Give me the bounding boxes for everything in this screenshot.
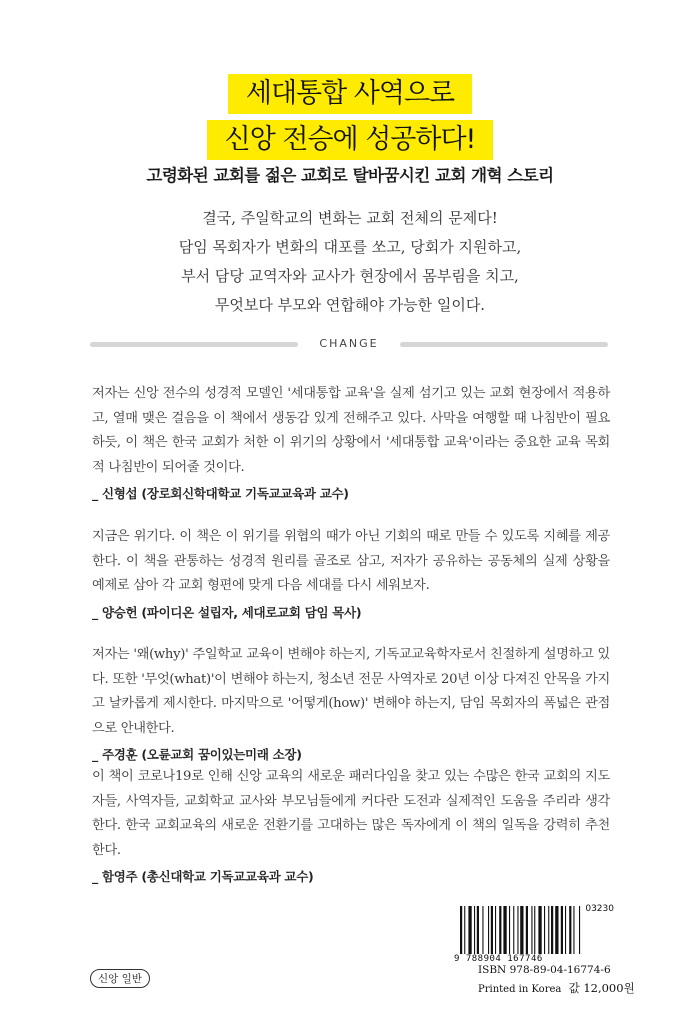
category-badge: 신앙 일반 [90,969,150,988]
review-author: _ 주경훈 (오륜교회 꿈이있는미래 소장) [92,747,302,762]
review-body: 지금은 위기다. 이 책은 이 위기를 위협의 때가 아닌 기회의 때로 만들 수 있도록 지혜를 제공한다. 이 책을 관통하는 성경적 원리를 골조로 삼고, 저자가 공유하는 공동체의 실제 상황을 예제로 삼아 각 교회 형편에 맞게 다음 세대를 다시 세워보자. [92,529,610,593]
subtitle: 고령화된 교회를 젊은 교회로 탈바꿈시킨 교회 개혁 스토리 [146,166,554,185]
review-author: _ 신형섭 (장로회신학대학교 기독교교육과 교수) [92,486,349,501]
intro-line: 부서 담당 교역자와 교사가 현장에서 몸부림을 치고, [181,267,519,285]
barcode-digits: 9 788904 167746 [454,954,543,964]
barcode-add-on: 03230 [585,904,614,914]
intro-paragraph [0,204,700,320]
printed-and-price [478,980,635,996]
headline [0,74,700,166]
review-4 [92,765,610,885]
divider-label: CHANGE [319,337,379,350]
review-author: _ 양승헌 (파이디온 설립자, 세대로교회 담임 목사) [92,604,362,620]
review-body: 저자는 신앙 전수의 성경적 모델인 '세대통합 교육'을 실제 섬기고 있는 교회 현장에서 적용하고, 열매 맺은 걸음을 이 책에서 생동감 있게 전해주고 있다. 사막을 여행할 때 나침반이 필요하듯, 이 책은 한국 교회가 처한 이 위기의 상황에서 '세대통합 교육'이라는 중요한 교육 목회적 나침반이 되어줄 것이다. [92,386,610,475]
intro-line: 무엇보다 부모와 연합해야 가능한 일이다. [214,296,486,314]
divider-bar-right [400,342,608,347]
barcode-bars [460,906,610,954]
isbn: ISBN 978-89-04-16774-6 [478,964,611,976]
headline-line-1: 세대통합 사역으로 [228,74,472,114]
review-1 [92,382,610,502]
printed-in: Printed in Korea [478,984,562,995]
intro-line: 담임 목회자가 변화의 대포를 쏘고, 당회가 지원하고, [178,238,522,256]
review-body: 이 책이 코로나19로 인해 신앙 교육의 새로운 패러다임을 찾고 있는 수많은 한국 교회의 지도자들, 사역자들, 교회학교 교사와 부모님들에게 커다란 도전과 실제적인 도움을 주리라 생각한다. 한국 교회교육의 새로운 전환기를 고대하는 많은 독자에게 이 책의 일독을 강력히 추천한다. [92,769,610,858]
review-body: 저자는 '왜(why)' 주일학교 교육이 변해야 하는지, 기독교교육학자로서 친절하게 설명하고 있다. 또한 '무엇(what)'이 변해야 하는지, 청소년 전문 사역자로 20년 이상 다져진 안목을 가지고 날카롭게 제시한다. 마지막으로 '어떻게(how)' 변해야 하는지, 담임 목회자의 폭넓은 관점으로 안내한다. [92,647,610,736]
section-divider [90,337,608,351]
review-2 [92,525,610,621]
review-author: _ 함영주 (총신대학교 기독교교육과 교수) [92,869,314,884]
review-3 [92,643,610,763]
intro-line: 결국, 주일학교의 변화는 교회 전체의 문제다! [202,209,498,227]
headline-line-2: 신앙 전승에 성공하다! [207,120,494,160]
price: 값 12,000원 [568,981,635,995]
